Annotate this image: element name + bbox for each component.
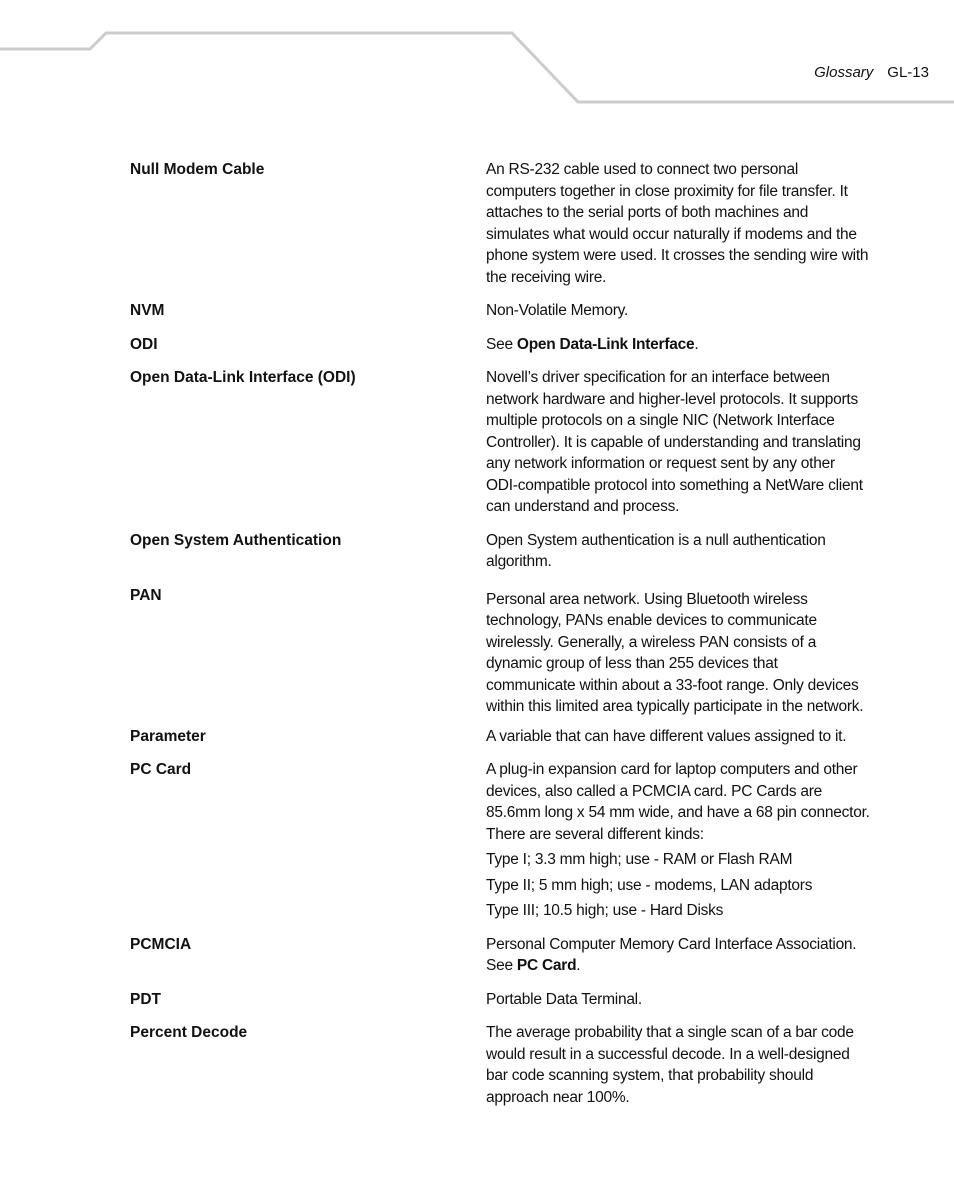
glossary-term: Null Modem Cable — [130, 161, 265, 178]
glossary-definition — [486, 159, 870, 288]
glossary-term: Open System Authentication — [130, 531, 342, 549]
glossary-entry-pc-card — [130, 759, 870, 922]
glossary-definition — [486, 334, 870, 356]
cross-reference: Open Data-Link Interface — [516, 335, 695, 353]
definition-suffix: . — [694, 335, 699, 353]
glossary-list — [130, 159, 870, 1108]
definition-text — [486, 934, 870, 977]
glossary-entry-pdt — [130, 989, 870, 1011]
page-number: GL-13 — [887, 64, 929, 81]
definition-text: Personal area network. Using Bluetooth wireless technology, PANs enable devices to communicate wirelessly. Generally, a wireless PAN consists of a dynamic group of less than 255 devices that communicate within about a 33-foot range. Only devices within this limited area typically participate in the network. — [486, 590, 864, 715]
glossary-term: PDT — [130, 990, 161, 1008]
definition-text — [486, 334, 870, 356]
glossary-term: PC Card — [130, 761, 192, 778]
card-type-item: Type II; 5 mm high; use - modems, LAN adaptors — [486, 876, 813, 894]
glossary-definition — [486, 759, 870, 922]
glossary-entry-nvm — [130, 300, 870, 322]
definition-text: A plug-in expansion card for laptop computers and other devices, also called a PCMCIA card. PC Cards are 85.6mm long x 54 mm wide, and have a 68 pin connector. There are several different kinds: — [486, 761, 870, 843]
glossary-entry-odi — [130, 334, 870, 356]
glossary-definition — [486, 300, 870, 322]
glossary-term: PAN — [130, 586, 162, 604]
glossary-definition — [486, 1022, 870, 1108]
glossary-entry-pcmcia — [130, 934, 870, 977]
glossary-definition — [486, 530, 870, 573]
glossary-term: NVM — [130, 302, 165, 319]
definition-suffix: . — [576, 957, 581, 974]
running-head — [814, 64, 929, 81]
glossary-entry-open-system-authentication — [130, 530, 870, 573]
definition-text: Portable Data Terminal. — [486, 990, 642, 1008]
definition-text: The average probability that a single scan of a bar code would result in a successful decode. In a well-designed bar code scanning system, that probability should approach near 100%. — [486, 1024, 854, 1106]
glossary-term: PCMCIA — [130, 935, 192, 953]
glossary-entry-pan — [130, 585, 870, 718]
header-rule — [0, 0, 954, 110]
glossary-definition — [486, 367, 870, 518]
definition-text: Open System authentication is a null authentication algorithm. — [486, 531, 826, 570]
definition-text: An RS-232 cable used to connect two personal computers together in close proximity for file transfer. It attaches to the serial ports of both machines and simulates what would occur naturally if modems and the phone system were used. It crosses the sending wire with the receiving wire. — [486, 161, 869, 286]
cross-reference: PC Card — [516, 957, 577, 974]
glossary-term: Parameter — [130, 727, 206, 745]
see-prefix: See — [486, 957, 517, 974]
card-type-item: Type III; 10.5 high; use - Hard Disks — [486, 902, 724, 919]
section-title: Glossary — [814, 64, 874, 81]
card-type-item: Type I; 3.3 mm high; use - RAM or Flash RAM — [486, 851, 793, 868]
glossary-definition — [486, 934, 870, 977]
definition-text: A variable that can have different values assigned to it. — [486, 727, 847, 745]
glossary-entry-null-modem-cable — [130, 159, 870, 288]
glossary-definition — [486, 726, 870, 748]
definition-text: Non-Volatile Memory. — [486, 302, 629, 319]
glossary-term: Open Data-Link Interface (ODI) — [130, 369, 356, 386]
glossary-entry-open-data-link-interface — [130, 367, 870, 518]
glossary-entry-parameter — [130, 726, 870, 748]
definition-main: Personal Computer Memory Card Interface Association. — [486, 935, 857, 953]
glossary-definition — [486, 585, 870, 718]
glossary-entry-percent-decode — [130, 1022, 870, 1108]
glossary-term: Percent Decode — [130, 1024, 248, 1041]
see-prefix: See — [486, 335, 517, 353]
glossary-term: ODI — [130, 335, 158, 353]
definition-text: Novell’s driver specification for an interface between network hardware and higher-level protocols. It supports multiple protocols on a single NIC (Network Interface Controller). It is capable of understanding and translating any network information or request sent by any other ODI-compatible protocol into something a NetWare client can understand and process. — [486, 369, 863, 515]
glossary-definition — [486, 989, 870, 1011]
